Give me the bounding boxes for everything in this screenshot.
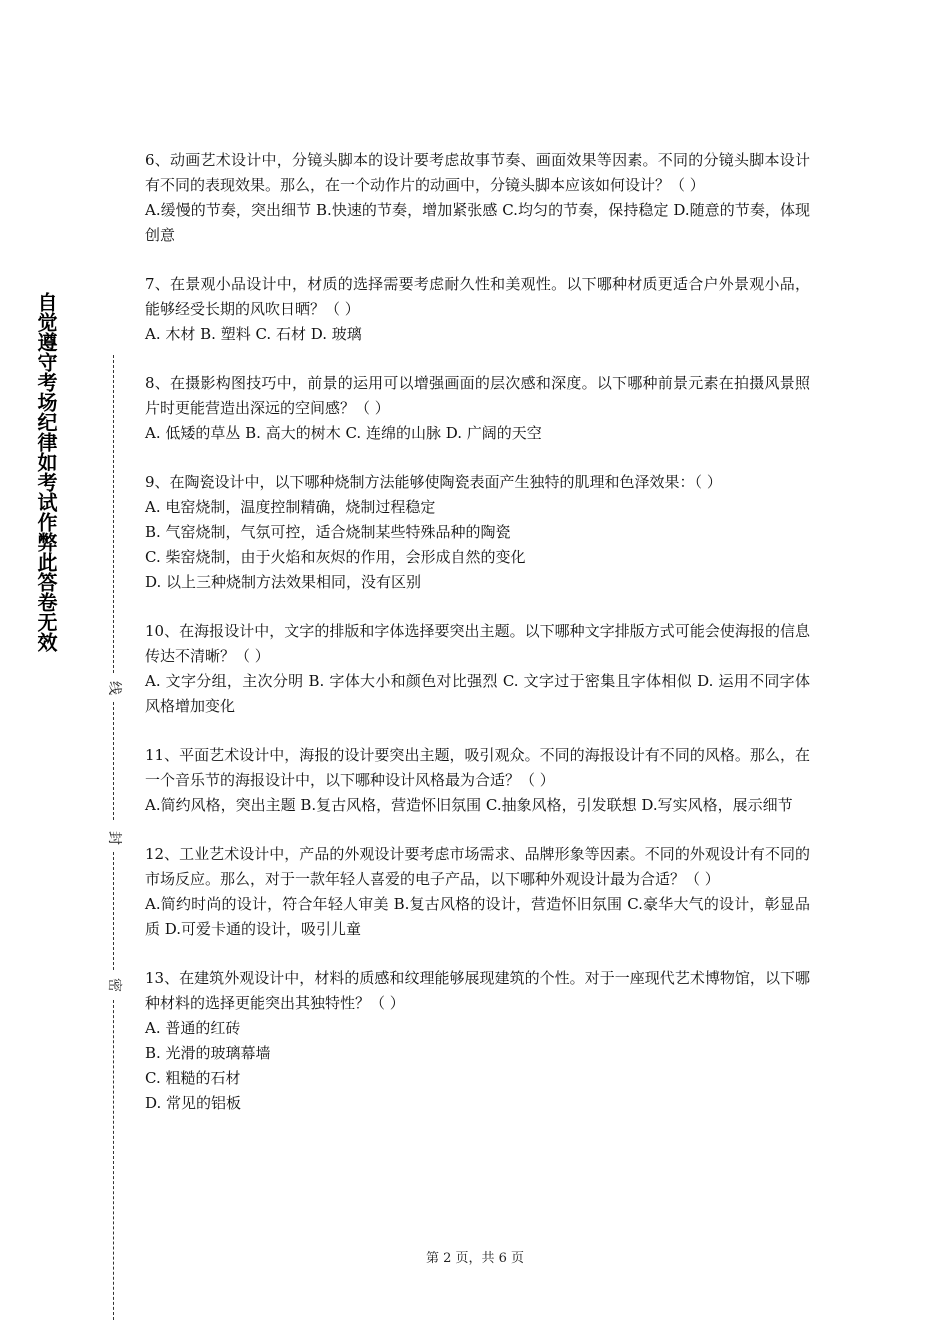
question-6 [145,148,810,248]
exam-rules-notice: 自觉遵守考场纪律如考试作弊此答卷无效 [34,292,58,652]
question-13 [145,966,810,1116]
question-options: A.简约时尚的设计，符合年轻人审美 B.复古风格的设计，营造怀旧氛围 C.豪华大气的设计，彰显品质 D.可爱卡通的设计，吸引儿童 [145,895,810,938]
question-stem: 9、在陶瓷设计中，以下哪种烧制方法能够使陶瓷表面产生独特的肌理和色泽效果：（ ） [145,473,722,491]
question-list [145,148,810,1140]
question-stem: 7、在景观小品设计中，材质的选择需要考虑耐久性和美观性。以下哪种材质更适合户外景观小品，能够经受长期的风吹日晒？（ ） [145,275,810,318]
binding-line [113,355,114,673]
option-c: C. 柴窑烧制，由于火焰和灰烬的作用，会形成自然的变化 [145,548,526,566]
question-options: A.简约风格，突出主题 B.复古风格，营造怀旧氛围 C.抽象风格，引发联想 D.写实风格，展示细节 [145,796,793,814]
binding-mark-seal: 封 [106,831,122,845]
option-c: C. 粗糙的石材 [145,1069,241,1087]
question-stem: 6、动画艺术设计中，分镜头脚本的设计要考虑故事节奏、画面效果等因素。不同的分镜头脚本设计有不同的表现效果。那么，在一个动作片的动画中，分镜头脚本应该如何设计？（ ） [145,151,810,194]
question-stem: 10、在海报设计中，文字的排版和字体选择要突出主题。以下哪种文字排版方式可能会使海报的信息传达不清晰？（ ） [145,622,810,665]
binding-mark-line: 线 [106,681,122,695]
binding-mark-secret: 密 [106,978,122,992]
question-7 [145,272,810,347]
question-stem: 13、在建筑外观设计中，材料的质感和纹理能够展现建筑的个性。对于一座现代艺术博物馆，以下哪种材料的选择更能突出其独特性？（ ） [145,969,810,1012]
question-stem: 11、平面艺术设计中，海报的设计要突出主题，吸引观众。不同的海报设计有不同的风格。那么，在一个音乐节的海报设计中，以下哪种设计风格最为合适？（ ） [145,746,810,789]
question-stem: 8、在摄影构图技巧中，前景的运用可以增强画面的层次感和深度。以下哪种前景元素在拍摄风景照片时更能营造出深远的空间感？（ ） [145,374,810,417]
option-b: B. 光滑的玻璃幕墙 [145,1044,271,1062]
question-options: A. 木材 B. 塑料 C. 石材 D. 玻璃 [145,325,362,343]
binding-line [113,702,114,820]
option-d: D. 常见的铝板 [145,1094,242,1112]
question-10 [145,619,810,719]
question-options: A. 文字分组，主次分明 B. 字体大小和颜色对比强烈 C. 文字过于密集且字体相似 D. 运用不同字体风格增加变化 [145,672,810,715]
question-options: A.缓慢的节奏，突出细节 B.快速的节奏，增加紧张感 C.均匀的节奏，保持稳定 D.随意的节奏，体现创意 [145,201,810,244]
option-b: B. 气窑烧制，气氛可控，适合烧制某些特殊品种的陶瓷 [145,523,511,541]
option-a: A. 电窑烧制，温度控制精确，烧制过程稳定 [145,498,436,516]
page-number: 第 2 页，共 6 页 [425,1251,525,1266]
option-d: D. 以上三种烧制方法效果相同，没有区别 [145,573,422,591]
binding-line [113,852,114,970]
question-9 [145,470,810,595]
question-stem: 12、工业艺术设计中，产品的外观设计要考虑市场需求、品牌形象等因素。不同的外观设计有不同的市场反应。那么，对于一款年轻人喜爱的电子产品，以下哪种外观设计最为合适？（ ） [145,845,810,888]
binding-line [113,1000,114,1320]
question-options: A. 低矮的草丛 B. 高大的树木 C. 连绵的山脉 D. 广阔的天空 [145,424,542,442]
question-8 [145,371,810,446]
option-a: A. 普通的红砖 [145,1019,241,1037]
question-12 [145,842,810,942]
question-11 [145,743,810,818]
